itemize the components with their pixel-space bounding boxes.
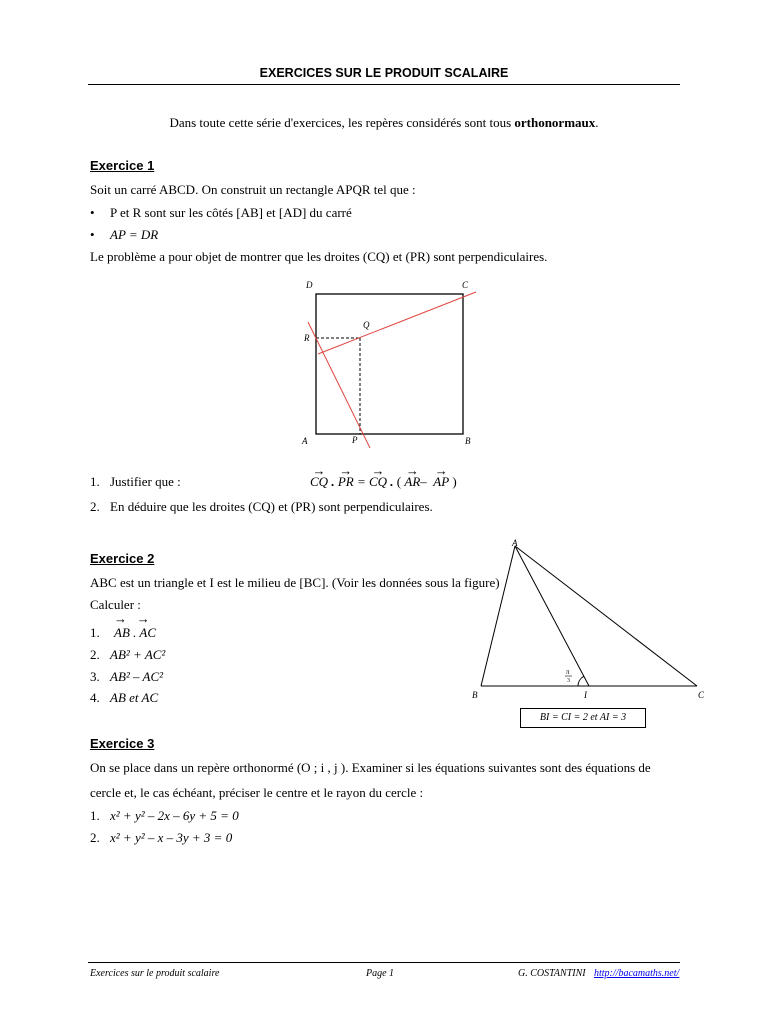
label-r: R — [304, 333, 310, 343]
label-c: C — [462, 280, 469, 290]
line-cq — [318, 292, 476, 354]
footer-rule — [88, 962, 680, 963]
intro-bold: orthonormaux — [514, 115, 596, 130]
ex1-q1-text: Justifier que : — [110, 474, 181, 489]
triangle-figure — [466, 534, 710, 704]
line-pr — [308, 322, 370, 448]
vector-cq: → CQ — [310, 474, 328, 490]
ex2-item-4: AB et AC — [110, 690, 159, 705]
intro-end: . — [595, 115, 599, 130]
footer-link[interactable]: http://bacamaths.net/ — [594, 968, 680, 979]
square-figure — [290, 276, 490, 448]
vector-ap: → AP — [433, 474, 449, 490]
page-title: EXERCICES SUR LE PRODUIT SCALAIRE — [259, 66, 509, 80]
ex3-item-num: 2. — [90, 830, 100, 845]
ex3-line1: On se place dans un repère orthonormé (O ; i , j ). Examiner si les équations suivantes sont des équations de — [90, 760, 651, 775]
angle-den: 3 — [567, 678, 570, 684]
equals: = — [356, 474, 366, 489]
side-ac — [515, 546, 697, 686]
ex1-q2-num: 2. — [90, 499, 100, 514]
footer-page: Page 1 — [366, 968, 395, 979]
angle-num: π — [566, 668, 570, 676]
bullet-dot: • — [90, 205, 95, 220]
footer-author: G. COSTANTINI — [518, 968, 586, 979]
exercise-2-title: Exercice 2 — [90, 551, 155, 566]
ex2-item-num: 2. — [90, 647, 100, 662]
vector-ar: → AR — [404, 474, 420, 490]
dot-op: . — [390, 474, 394, 489]
vector-pr: → PR — [338, 474, 354, 490]
label-b: B — [465, 436, 471, 446]
intro-text — [0, 115, 768, 131]
label-q: Q — [363, 320, 370, 330]
ex2-line1: ABC est un triangle et I est le milieu de [BC]. (Voir les données sous la figure) — [90, 575, 500, 590]
bullet-dot: • — [90, 227, 95, 242]
ex2-item-num: 4. — [90, 690, 100, 705]
ex1-q1-formula — [310, 474, 457, 490]
vector-cq: → CQ — [369, 474, 387, 490]
ex1-q1-num: 1. — [90, 474, 100, 489]
ex3-item-num: 1. — [90, 808, 100, 823]
side-ab — [481, 546, 515, 686]
minus: – — [420, 474, 427, 489]
label-d: D — [306, 280, 313, 290]
ex1-line2: Le problème a pour objet de montrer que les droites (CQ) et (PR) sont perpendiculaires. — [90, 249, 548, 264]
header-rule — [88, 84, 680, 85]
exercise-1-title: Exercice 1 — [90, 158, 155, 173]
ex1-bullet2: AP = DR — [110, 227, 159, 242]
vector-arrows: → → — [114, 611, 150, 626]
ex2-line2: Calculer : — [90, 597, 141, 612]
label-a: A — [512, 538, 518, 548]
ex1-q2-text: En déduire que les droites (CQ) et (PR) sont perpendiculaires. — [110, 499, 433, 514]
ex2-item-num: 1. — [90, 625, 100, 640]
label-c: C — [698, 690, 705, 700]
angle-arc — [578, 676, 584, 686]
given-data-box: BI = CI = 2 et AI = 3 — [520, 708, 646, 728]
ex3-line2: cercle et, le cas échéant, préciser le centre et le rayon du cercle : — [90, 785, 424, 800]
ex2-item-1: AB . AC — [114, 625, 157, 640]
ex2-item-2: AB² + AC² — [110, 647, 166, 662]
ex3-item-1: x² + y² – 2x – 6y + 5 = 0 — [110, 808, 239, 823]
footer-left: Exercices sur le produit scalaire — [90, 968, 220, 979]
ex3-item-2: x² + y² – x – 3y + 3 = 0 — [110, 830, 233, 845]
ex1-line1: Soit un carré ABCD. On construit un rectangle APQR tel que : — [90, 182, 416, 197]
exercise-3-title: Exercice 3 — [90, 736, 155, 751]
label-p: P — [352, 435, 358, 445]
ex2-item-num: 3. — [90, 669, 100, 684]
ex2-item-3: AB² – AC² — [110, 669, 164, 684]
label-i: I — [584, 690, 587, 700]
paren-close: ) — [452, 474, 457, 489]
ex1-bullet1: P et R sont sur les côtés [AB] et [AD] du carré — [110, 205, 352, 220]
intro-main: Dans toute cette série d'exercices, les repères considérés sont tous — [169, 115, 515, 130]
label-b: B — [472, 690, 478, 700]
paren-open: ( — [396, 474, 402, 489]
dot-op: . — [331, 474, 335, 489]
median-ai — [515, 546, 589, 686]
square-abcd — [316, 294, 463, 434]
label-a: A — [302, 436, 308, 446]
